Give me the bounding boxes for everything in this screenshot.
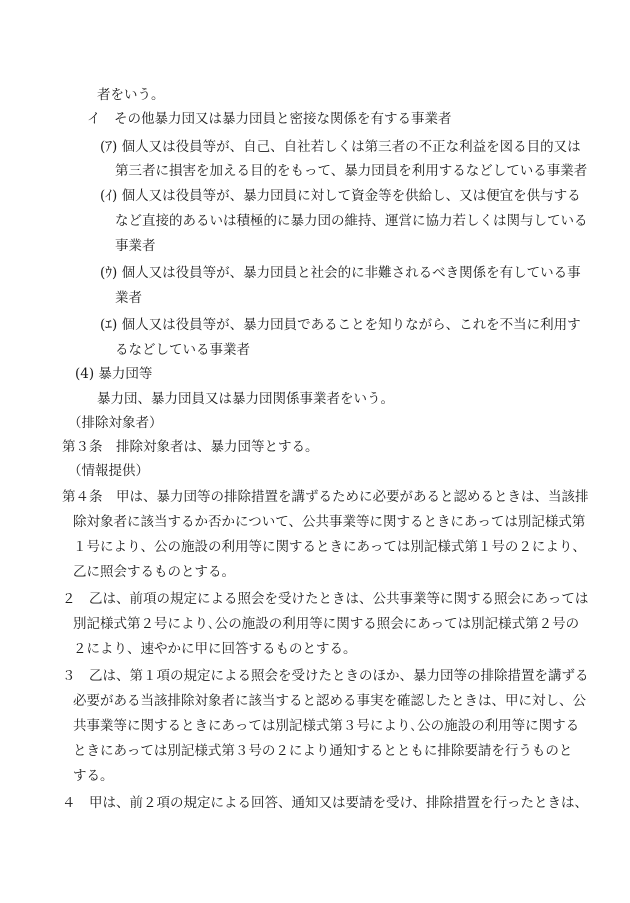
text-line: １号により、公の施設の利用等に関するときにあっては別記様式第１号の２により、 <box>73 539 586 555</box>
text-line: ４ 甲は、前２項の規定による回答、通知又は要請を受け、排除措置を行ったときは、 <box>62 795 588 811</box>
section-heading: （排除対象者） <box>68 415 163 431</box>
text-line: ときにあっては別記様式第３号の２により通知するとともに排除要請を行うものと <box>73 743 573 759</box>
section-heading: （情報提供） <box>68 463 149 479</box>
text-line: 第三者に損害を加える目的をもって、暴力団員を利用するなどしている事業者 <box>115 163 588 179</box>
text-line: (ｲ) 個人又は役員等が、暴力団員に対して資金等を供給し、又は便宜を供与する <box>100 188 581 204</box>
text-line: (ｴ) 個人又は役員等が、暴力団員であることを知りながら、これを不当に利用す <box>100 317 581 333</box>
text-line: 者をいう。 <box>97 87 165 103</box>
text-line: 共事業等に関するときにあっては別記様式第３号により､公の施設の利用等に関する <box>73 718 580 734</box>
text-line: 乙に照会するものとする。 <box>73 564 235 580</box>
text-line: 第３条 排除対象者は、暴力団等とする。 <box>62 439 319 455</box>
text-line: ２ 乙は、前項の規定による照会を受けたときは、公共事業等に関する照会にあっては <box>62 591 589 607</box>
text-line: るなどしている事業者 <box>115 342 250 358</box>
text-line: (ｳ) 個人又は役員等が、暴力団員と社会的に非難されるべき関係を有している事 <box>100 265 581 281</box>
text-line: など直接的あるいは積極的に暴力団の維持、運営に協力若しくは関与している <box>115 213 588 229</box>
text-line: 第４条 甲は、暴力団等の排除措置を講ずるために必要があると認めるときは、当該排 <box>62 489 589 505</box>
text-line: イ その他暴力団又は暴力団員と密接な関係を有する事業者 <box>87 111 452 127</box>
text-line: する。 <box>73 768 114 784</box>
text-line: ３ 乙は、第１項の規定による照会を受けたときのほか、暴力団等の排除措置を講ずる <box>62 668 589 684</box>
text-line: 別記様式第２号により､公の施設の利用等に関する照会にあっては別記様式第２号の <box>73 616 580 632</box>
text-line: 暴力団、暴力団員又は暴力団関係事業者をいう。 <box>97 391 394 407</box>
text-line: (ｱ) 個人又は役員等が、自己、自社若しくは第三者の不正な利益を図る目的又は <box>100 139 581 155</box>
text-line: ２により、速やかに甲に回答するものとする。 <box>73 641 357 657</box>
text-line: 必要がある当該排除対象者に該当すると認める事実を確認したときは、甲に対し、公 <box>73 693 586 709</box>
text-line: 事業者 <box>115 238 156 254</box>
text-line: 除対象者に該当するか否かについて、公共事業等に関するときにあっては別記様式第 <box>73 514 586 530</box>
text-line: 業者 <box>115 290 142 306</box>
text-line: (4) 暴力団等 <box>75 366 153 382</box>
